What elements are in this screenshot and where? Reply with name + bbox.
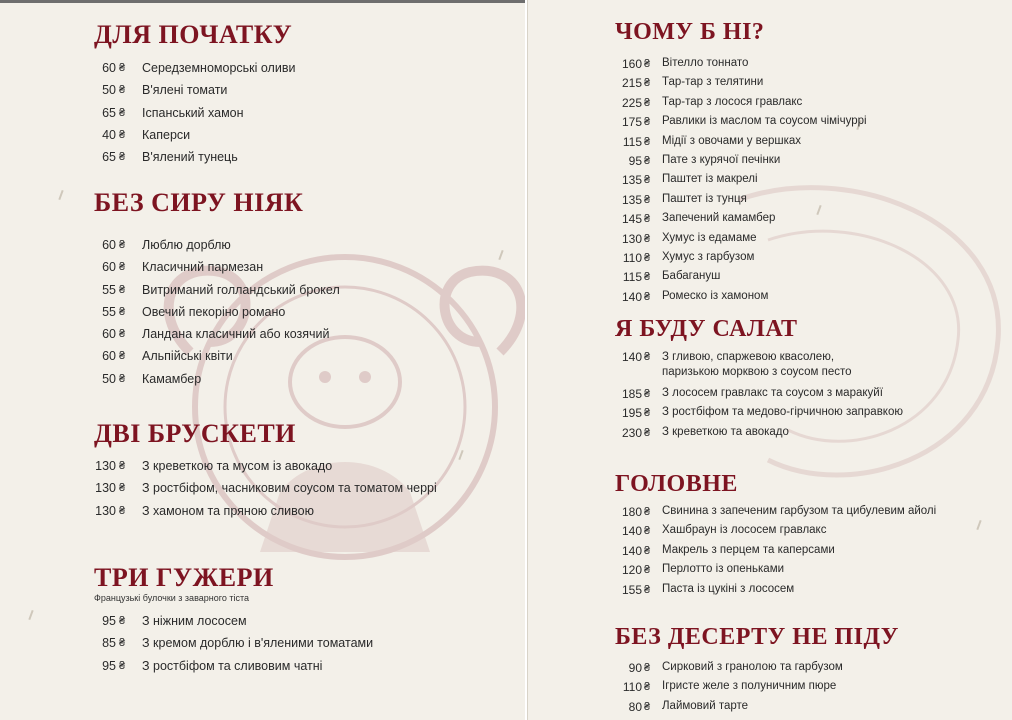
hryvnia-icon: ₴	[119, 62, 126, 74]
section-title-dessert: БЕЗ ДЕСЕРТУ НЕ ПІДУ	[615, 624, 899, 650]
item-price: 130	[95, 503, 116, 518]
item-name: З креветкою та авокадо	[662, 425, 789, 438]
item-price: 155	[621, 582, 642, 597]
item-name: Ромеско із хамоном	[662, 289, 769, 302]
item-price: 55	[102, 304, 116, 319]
item-price: 55	[102, 282, 116, 297]
item-name: З кремом дорблю і в'яленими томатами	[142, 636, 374, 651]
hryvnia-icon: ₴	[644, 544, 651, 557]
item-price: 60	[102, 238, 116, 252]
hryvnia-icon: ₴	[119, 261, 126, 274]
item-price: 140	[621, 289, 642, 304]
item-price: 135	[621, 192, 642, 207]
item-price: 230	[621, 425, 642, 440]
item-name: Мідії з овочами у вершках	[662, 134, 802, 147]
section-title-for-start: ДЛЯ ПОЧАТКУ	[94, 20, 293, 49]
hryvnia-icon: ₴	[644, 583, 651, 596]
item-price: 130	[621, 231, 642, 246]
menu-page-right	[527, 0, 1012, 720]
item-price: 215	[621, 76, 642, 91]
item-name: Іспанський хамон	[142, 105, 244, 120]
item-price: 140	[621, 524, 642, 539]
item-price: 95	[628, 153, 642, 168]
item-name	[662, 350, 852, 380]
item-price: 180	[621, 505, 642, 519]
hryvnia-icon: ₴	[119, 637, 126, 650]
hryvnia-icon: ₴	[119, 659, 126, 672]
item-price: 110	[622, 250, 642, 265]
item-price: 60	[102, 260, 116, 275]
hryvnia-icon: ₴	[644, 251, 651, 264]
hryvnia-icon: ₴	[119, 239, 126, 251]
item-name: Середземноморські оливи	[142, 61, 296, 75]
section-title-cheese: БЕЗ СИРУ НІЯК	[94, 188, 304, 217]
hryvnia-icon: ₴	[644, 58, 651, 70]
item-price: 85	[102, 636, 116, 651]
hryvnia-icon: ₴	[119, 151, 126, 164]
hryvnia-icon: ₴	[119, 504, 126, 517]
item-price: 130	[95, 459, 116, 473]
item-price: 120	[621, 563, 642, 578]
hryvnia-icon: ₴	[119, 128, 126, 141]
item-price: 95	[102, 614, 116, 628]
hryvnia-icon: ₴	[644, 135, 651, 148]
hryvnia-icon: ₴	[644, 564, 651, 577]
item-name: Равлики із маслом та соусом чімічуррі	[662, 115, 867, 128]
item-price: 115	[622, 270, 642, 285]
item-name: Хашбраун із лососем гравлакс	[662, 524, 827, 537]
hryvnia-icon: ₴	[644, 662, 651, 674]
hryvnia-icon: ₴	[644, 174, 651, 187]
hryvnia-icon: ₴	[644, 290, 651, 303]
item-name: В'ялений тунець	[142, 150, 238, 165]
item-price: 90	[628, 661, 642, 675]
section-title-main: ГОЛОВНЕ	[615, 471, 738, 497]
item-name: З креветкою та мусом із авокадо	[142, 459, 333, 473]
hryvnia-icon: ₴	[119, 460, 126, 472]
item-price: 130	[95, 481, 116, 496]
item-name: З лососем гравлакс та соусом з маракуйї	[662, 387, 883, 399]
section-subtitle-gougeres: Французькі булочки з заварного тіста	[94, 593, 249, 603]
item-name: Каперси	[142, 127, 191, 142]
item-name: Ландана класичний або козячий	[142, 327, 330, 342]
item-price: 140	[621, 350, 642, 364]
hryvnia-icon: ₴	[644, 96, 651, 109]
item-price: 115	[622, 134, 642, 149]
item-name: Класичний пармезан	[142, 260, 264, 275]
hryvnia-icon: ₴	[644, 77, 651, 90]
item-price: 60	[102, 61, 116, 75]
item-name: Витриманий голландський брокел	[142, 282, 340, 297]
hryvnia-icon: ₴	[644, 351, 651, 363]
item-name: Бабагануш	[662, 270, 721, 283]
item-name: Камамбер	[142, 371, 202, 386]
item-price: 80	[628, 699, 642, 714]
item-name-line-2: паризькою морквою з соусом песто	[662, 366, 852, 378]
item-price: 195	[621, 406, 642, 421]
item-name: З хамоном та пряною сливою	[142, 503, 314, 518]
item-price: 50	[102, 371, 116, 386]
item-price: 225	[621, 95, 642, 110]
hryvnia-icon: ₴	[119, 84, 126, 97]
hryvnia-icon: ₴	[644, 506, 651, 518]
hryvnia-icon: ₴	[119, 615, 126, 627]
item-price: 60	[102, 327, 116, 342]
hryvnia-icon: ₴	[644, 154, 651, 167]
item-name: Пате з курячої печінки	[662, 153, 781, 166]
hryvnia-icon: ₴	[644, 116, 651, 129]
item-name: З ростбіфом та сливовим чатні	[142, 658, 323, 673]
item-name: Тар-тар з телятини	[662, 76, 764, 89]
hryvnia-icon: ₴	[644, 426, 651, 439]
section-title-bruschetta: ДВІ БРУСКЕТИ	[94, 419, 296, 448]
item-price: 135	[621, 173, 642, 188]
hryvnia-icon: ₴	[644, 232, 651, 245]
item-name: Запечений камамбер	[662, 212, 776, 225]
item-price: 175	[621, 115, 642, 130]
hryvnia-icon: ₴	[119, 482, 126, 495]
item-name: Паста із цукіні з лососем	[662, 582, 795, 595]
item-price: 60	[102, 349, 116, 364]
section-title-why-not: ЧОМУ Б НІ?	[615, 19, 765, 45]
hryvnia-icon: ₴	[119, 283, 126, 296]
hryvnia-icon: ₴	[119, 305, 126, 318]
item-name: З ніжним лососем	[142, 614, 247, 628]
hryvnia-icon: ₴	[644, 388, 651, 400]
item-price: 40	[102, 127, 116, 142]
section-title-salad: Я БУДУ САЛАТ	[615, 316, 798, 342]
item-name: Ігристе желе з полуничним пюре	[662, 680, 837, 693]
item-name: Паштет із тунця	[662, 192, 747, 205]
item-name: Хумус з гарбузом	[662, 250, 755, 263]
item-name: Паштет із макрелі	[662, 173, 758, 186]
hryvnia-icon: ₴	[644, 213, 651, 226]
hryvnia-icon: ₴	[644, 681, 651, 694]
item-name: Альпійські квіти	[142, 349, 233, 364]
top-bar	[0, 0, 525, 3]
item-name: Макрель з перцем та каперсами	[662, 543, 835, 556]
item-price: 140	[621, 543, 642, 558]
hryvnia-icon: ₴	[644, 407, 651, 420]
item-name: Сирковий з гранолою та гарбузом	[662, 661, 843, 673]
item-price: 110	[622, 680, 642, 695]
item-price: 50	[102, 83, 116, 98]
hryvnia-icon: ₴	[119, 372, 126, 385]
item-name: Лаймовий тарте	[662, 699, 749, 712]
item-name: Свинина з запеченим гарбузом та цибулевим айолі	[662, 505, 937, 517]
hryvnia-icon: ₴	[644, 193, 651, 206]
hryvnia-icon: ₴	[644, 525, 651, 538]
section-title-gougeres: ТРИ ГУЖЕРИ	[94, 563, 274, 592]
item-name: З ростбіфом, часниковим соусом та томатом черрі	[142, 481, 437, 496]
item-name: Овечий пекоріно романо	[142, 304, 286, 319]
hryvnia-icon: ₴	[644, 271, 651, 284]
hryvnia-icon: ₴	[644, 700, 651, 713]
hryvnia-icon: ₴	[119, 106, 126, 119]
item-price: 95	[102, 658, 116, 673]
item-name-line-1: З гливою, спаржевою квасолею,	[662, 351, 835, 363]
item-price: 65	[102, 105, 116, 120]
item-name: Тар-тар з лосося гравлакс	[662, 95, 803, 108]
item-name: Перлотто із опеньками	[662, 563, 785, 576]
item-name: З ростбіфом та медово-гірчичною заправкою	[662, 406, 903, 419]
item-name: Вітелло тоннато	[662, 57, 749, 69]
item-price: 65	[102, 150, 116, 165]
item-price: 160	[621, 57, 642, 71]
item-name: Хумус із едамаме	[662, 231, 757, 244]
hryvnia-icon: ₴	[119, 350, 126, 363]
item-name: В'ялені томати	[142, 83, 228, 98]
item-price: 145	[621, 212, 642, 227]
item-price: 185	[621, 387, 642, 401]
hryvnia-icon: ₴	[119, 328, 126, 341]
item-name: Люблю дорблю	[142, 238, 231, 252]
